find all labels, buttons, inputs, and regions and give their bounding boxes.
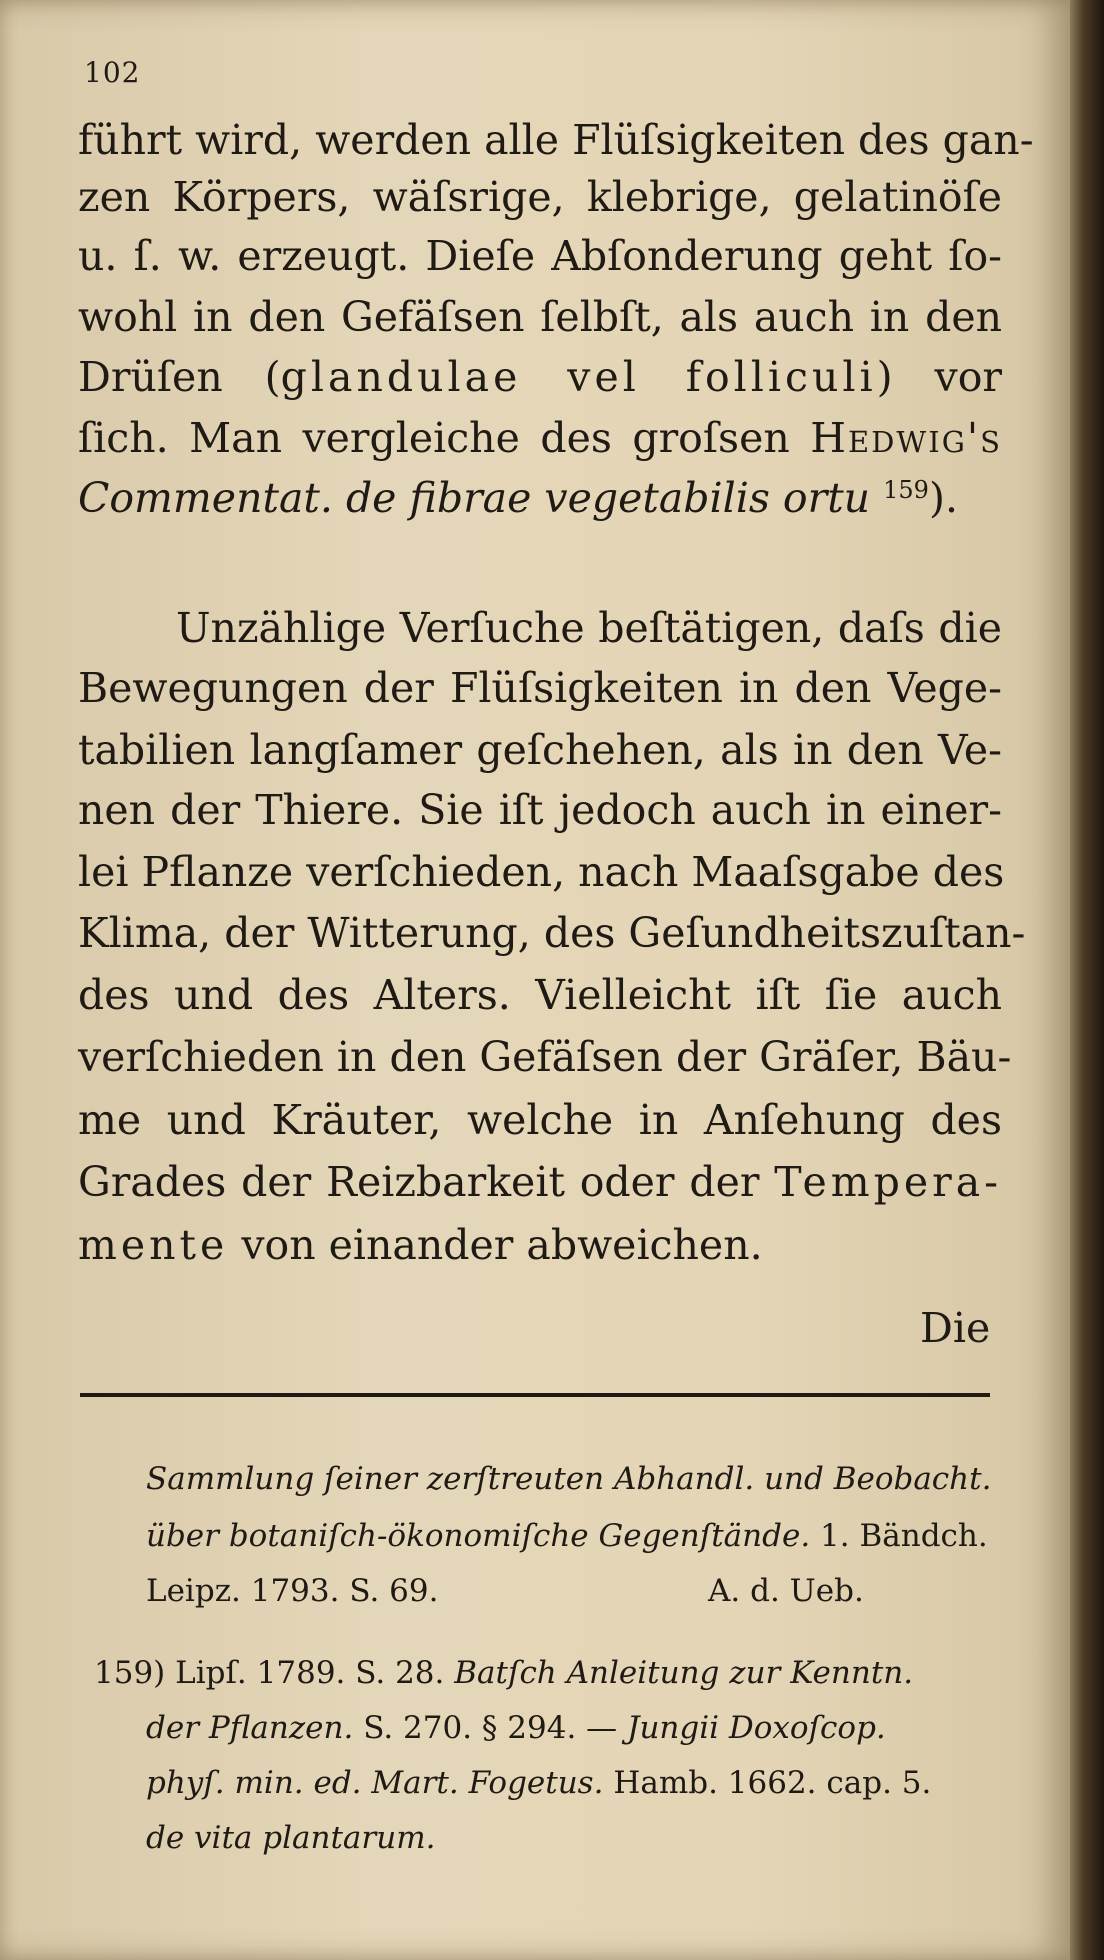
text-segment: von einander abweichen.	[241, 1221, 763, 1269]
text-line: des und des Alters. Vielleicht iſt ſie auch	[78, 971, 1002, 1019]
text-line: verſchieden in den Gefäſsen der Gräſer, Bäu-	[78, 1033, 1012, 1081]
text-line: Klima, der Witterung, des Geſundheitszuſtan-	[78, 909, 1026, 957]
footnote-text: S. 270. § 294. —	[363, 1710, 618, 1746]
text-line: wohl in den Gefäſsen ſelbſt, als auch in den	[78, 293, 1002, 341]
text-line	[78, 353, 1002, 401]
spaced-text: Tempera-	[774, 1158, 1002, 1206]
text-line: zen Körpers, wäſsrige, klebrige, gelatinöſe	[78, 173, 1002, 221]
footnote-text: 1. Bändch.	[820, 1518, 988, 1554]
spaced-latin-text: glandulae vel folliculi	[280, 353, 877, 401]
text-segment: Drüſen (	[78, 353, 281, 401]
text-line: tabilien langſamer geſchehen, als in den Ve-	[78, 726, 1002, 774]
footnote-italic: Batſch Anleitung zur Kenntn.	[454, 1655, 914, 1691]
footnote-line	[146, 1765, 932, 1801]
footnote-marker: 159	[883, 476, 929, 504]
spaced-text: mente	[78, 1221, 229, 1269]
footnote-line: Leipz. 1793. S. 69.	[146, 1573, 439, 1609]
text-line	[78, 1158, 1002, 1206]
text-line: me und Kräuter, welche in Anſehung des	[78, 1096, 1002, 1144]
text-line	[78, 474, 1002, 522]
text-line	[78, 414, 1002, 462]
text-line: u. ſ. w. erzeugt. Dieſe Abſonderung geht ſo-	[78, 232, 1002, 280]
footnote-italic: Jungii Doxoſcop.	[627, 1710, 886, 1746]
text-segment: ſich. Man vergleiche des groſsen	[78, 414, 790, 462]
footnote-attribution: A. d. Ueb.	[708, 1573, 864, 1609]
footnote-italic: phyſ. min. ed. Mart. Fogetus.	[146, 1765, 604, 1801]
text-line: Bewegungen der Flüſsigkeiten in den Vege-	[78, 664, 1002, 712]
text-line: lei Pflanze verſchieden, nach Maaſsgabe des	[78, 848, 1005, 896]
footnote-italic: über botaniſch-ökonomiſche Gegenſtände.	[146, 1518, 811, 1554]
footnote-text: Hamb. 1662. cap. 5.	[613, 1765, 932, 1801]
text-line: nen der Thiere. Sie iſt jedoch auch in einer-	[78, 786, 1002, 834]
footnote-line: Sammlung ſeiner zerſtreuten Abhandl. und Beobacht.	[146, 1461, 992, 1497]
text-line: führt wird, werden alle Flüſsigkeiten des gan-	[78, 116, 1034, 164]
text-segment: Grades der Reizbarkeit oder der	[78, 1158, 760, 1206]
footnote-text: 159) Lipſ. 1789. S. 28.	[94, 1655, 445, 1691]
italic-title: Commentat. de fibrae vegetabilis ortu	[78, 474, 871, 522]
author-name: Hedwig's	[810, 414, 1002, 462]
page-number: 102	[84, 56, 141, 89]
footnote-line	[146, 1518, 988, 1554]
text-line: Unzählige Verſuche beſtätigen, daſs die	[176, 604, 1002, 652]
catchword: Die	[920, 1304, 991, 1352]
footnote-divider	[80, 1393, 990, 1397]
footnote-line	[94, 1655, 914, 1691]
text-segment: ).	[928, 474, 958, 522]
footnote-line: de vita plantarum.	[146, 1820, 436, 1856]
book-binding-edge	[1070, 0, 1104, 1960]
text-segment: ) vor	[876, 353, 1002, 401]
footnote-italic: der Pflanzen.	[146, 1710, 354, 1746]
text-line	[78, 1221, 1002, 1269]
footnote-line	[146, 1710, 886, 1746]
